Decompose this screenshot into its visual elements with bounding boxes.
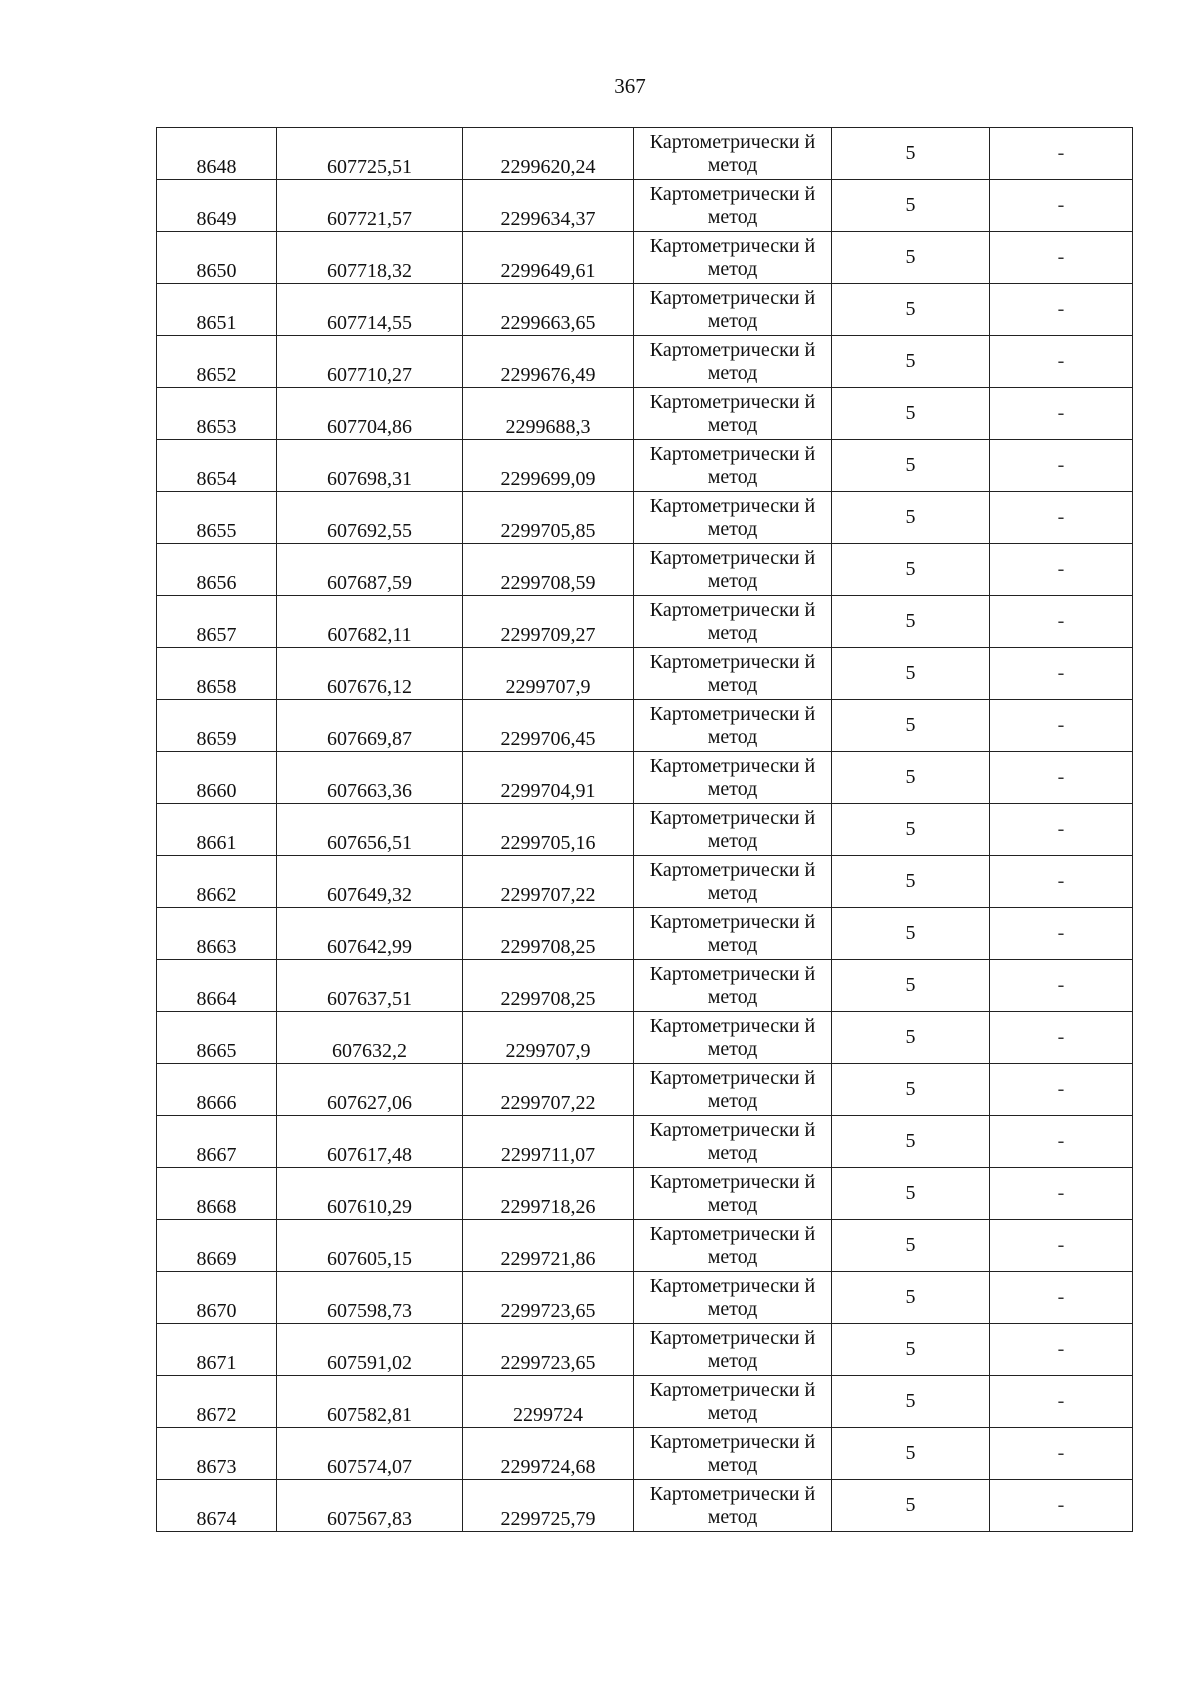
note-cell: - (990, 1064, 1133, 1116)
method-cell: Картометрически й метод (634, 492, 832, 544)
point-number-cell: 8664 (157, 960, 277, 1012)
table-row (157, 388, 1133, 440)
accuracy-cell: 5 (832, 752, 990, 804)
table-row (157, 700, 1133, 752)
method-cell: Картометрически й метод (634, 908, 832, 960)
accuracy-cell: 5 (832, 1324, 990, 1376)
y-coordinate-cell: 2299707,9 (463, 1012, 634, 1064)
table-row (157, 336, 1133, 388)
accuracy-cell: 5 (832, 596, 990, 648)
x-coordinate-cell: 607656,51 (277, 804, 463, 856)
method-cell: Картометрически й метод (634, 440, 832, 492)
point-number-cell: 8666 (157, 1064, 277, 1116)
y-coordinate-cell: 2299718,26 (463, 1168, 634, 1220)
accuracy-cell: 5 (832, 388, 990, 440)
y-coordinate-cell: 2299706,45 (463, 700, 634, 752)
y-coordinate-cell: 2299705,85 (463, 492, 634, 544)
table-row (157, 648, 1133, 700)
method-cell: Картометрически й метод (634, 128, 832, 180)
y-coordinate-cell: 2299709,27 (463, 596, 634, 648)
method-cell: Картометрически й метод (634, 388, 832, 440)
method-cell: Картометрически й метод (634, 232, 832, 284)
point-number-cell: 8671 (157, 1324, 277, 1376)
y-coordinate-cell: 2299724 (463, 1376, 634, 1428)
point-number-cell: 8657 (157, 596, 277, 648)
point-number-cell: 8653 (157, 388, 277, 440)
table-row (157, 1012, 1133, 1064)
method-cell: Картометрически й метод (634, 1376, 832, 1428)
y-coordinate-cell: 2299649,61 (463, 232, 634, 284)
method-cell: Картометрически й метод (634, 1428, 832, 1480)
method-cell: Картометрически й метод (634, 1324, 832, 1376)
table-body (157, 128, 1133, 1532)
method-cell: Картометрически й метод (634, 700, 832, 752)
point-number-cell: 8655 (157, 492, 277, 544)
note-cell: - (990, 1480, 1133, 1532)
accuracy-cell: 5 (832, 544, 990, 596)
method-cell: Картометрически й метод (634, 1116, 832, 1168)
x-coordinate-cell: 607682,11 (277, 596, 463, 648)
note-cell: - (990, 1012, 1133, 1064)
note-cell: - (990, 1168, 1133, 1220)
x-coordinate-cell: 607642,99 (277, 908, 463, 960)
note-cell: - (990, 596, 1133, 648)
method-cell: Картометрически й метод (634, 804, 832, 856)
note-cell: - (990, 856, 1133, 908)
x-coordinate-cell: 607663,36 (277, 752, 463, 804)
table-row (157, 908, 1133, 960)
y-coordinate-cell: 2299725,79 (463, 1480, 634, 1532)
x-coordinate-cell: 607605,15 (277, 1220, 463, 1272)
table-row (157, 804, 1133, 856)
accuracy-cell: 5 (832, 1220, 990, 1272)
point-number-cell: 8658 (157, 648, 277, 700)
point-number-cell: 8651 (157, 284, 277, 336)
table-row (157, 544, 1133, 596)
method-cell: Картометрически й метод (634, 284, 832, 336)
point-number-cell: 8673 (157, 1428, 277, 1480)
table-row (157, 1324, 1133, 1376)
note-cell: - (990, 1324, 1133, 1376)
x-coordinate-cell: 607718,32 (277, 232, 463, 284)
x-coordinate-cell: 607567,83 (277, 1480, 463, 1532)
accuracy-cell: 5 (832, 128, 990, 180)
method-cell: Картометрически й метод (634, 544, 832, 596)
x-coordinate-cell: 607676,12 (277, 648, 463, 700)
table-row (157, 180, 1133, 232)
y-coordinate-cell: 2299708,25 (463, 908, 634, 960)
y-coordinate-cell: 2299705,16 (463, 804, 634, 856)
x-coordinate-cell: 607698,31 (277, 440, 463, 492)
table-row (157, 1168, 1133, 1220)
method-cell: Картометрически й метод (634, 1272, 832, 1324)
table-row (157, 752, 1133, 804)
point-number-cell: 8668 (157, 1168, 277, 1220)
accuracy-cell: 5 (832, 1064, 990, 1116)
table-row (157, 596, 1133, 648)
method-cell: Картометрически й метод (634, 856, 832, 908)
accuracy-cell: 5 (832, 960, 990, 1012)
x-coordinate-cell: 607610,29 (277, 1168, 463, 1220)
table-row (157, 856, 1133, 908)
y-coordinate-cell: 2299676,49 (463, 336, 634, 388)
note-cell: - (990, 180, 1133, 232)
note-cell: - (990, 700, 1133, 752)
table-row (157, 284, 1133, 336)
accuracy-cell: 5 (832, 1012, 990, 1064)
table-row (157, 492, 1133, 544)
y-coordinate-cell: 2299707,9 (463, 648, 634, 700)
point-number-cell: 8654 (157, 440, 277, 492)
accuracy-cell: 5 (832, 440, 990, 492)
table-row (157, 128, 1133, 180)
table-row (157, 1480, 1133, 1532)
note-cell: - (990, 1220, 1133, 1272)
accuracy-cell: 5 (832, 1480, 990, 1532)
y-coordinate-cell: 2299620,24 (463, 128, 634, 180)
y-coordinate-cell: 2299708,25 (463, 960, 634, 1012)
table-row (157, 1376, 1133, 1428)
note-cell: - (990, 232, 1133, 284)
point-number-cell: 8656 (157, 544, 277, 596)
point-number-cell: 8667 (157, 1116, 277, 1168)
y-coordinate-cell: 2299707,22 (463, 856, 634, 908)
note-cell: - (990, 804, 1133, 856)
x-coordinate-cell: 607704,86 (277, 388, 463, 440)
table-row (157, 1272, 1133, 1324)
accuracy-cell: 5 (832, 1168, 990, 1220)
note-cell: - (990, 440, 1133, 492)
x-coordinate-cell: 607582,81 (277, 1376, 463, 1428)
x-coordinate-cell: 607591,02 (277, 1324, 463, 1376)
x-coordinate-cell: 607649,32 (277, 856, 463, 908)
method-cell: Картометрически й метод (634, 1012, 832, 1064)
y-coordinate-cell: 2299704,91 (463, 752, 634, 804)
note-cell: - (990, 752, 1133, 804)
method-cell: Картометрически й метод (634, 752, 832, 804)
note-cell: - (990, 648, 1133, 700)
method-cell: Картометрически й метод (634, 180, 832, 232)
note-cell: - (990, 1116, 1133, 1168)
x-coordinate-cell: 607617,48 (277, 1116, 463, 1168)
x-coordinate-cell: 607714,55 (277, 284, 463, 336)
point-number-cell: 8648 (157, 128, 277, 180)
accuracy-cell: 5 (832, 1376, 990, 1428)
x-coordinate-cell: 607725,51 (277, 128, 463, 180)
accuracy-cell: 5 (832, 1272, 990, 1324)
note-cell: - (990, 908, 1133, 960)
accuracy-cell: 5 (832, 232, 990, 284)
y-coordinate-cell: 2299688,3 (463, 388, 634, 440)
y-coordinate-cell: 2299721,86 (463, 1220, 634, 1272)
table-row (157, 232, 1133, 284)
method-cell: Картометрически й метод (634, 596, 832, 648)
table-row (157, 1116, 1133, 1168)
method-cell: Картометрически й метод (634, 1480, 832, 1532)
accuracy-cell: 5 (832, 908, 990, 960)
y-coordinate-cell: 2299708,59 (463, 544, 634, 596)
y-coordinate-cell: 2299634,37 (463, 180, 634, 232)
x-coordinate-cell: 607721,57 (277, 180, 463, 232)
point-number-cell: 8674 (157, 1480, 277, 1532)
point-number-cell: 8669 (157, 1220, 277, 1272)
accuracy-cell: 5 (832, 1428, 990, 1480)
point-number-cell: 8661 (157, 804, 277, 856)
coordinates-table (156, 127, 1133, 1532)
x-coordinate-cell: 607598,73 (277, 1272, 463, 1324)
table-row (157, 1064, 1133, 1116)
method-cell: Картометрически й метод (634, 1064, 832, 1116)
y-coordinate-cell: 2299711,07 (463, 1116, 634, 1168)
point-number-cell: 8663 (157, 908, 277, 960)
accuracy-cell: 5 (832, 284, 990, 336)
y-coordinate-cell: 2299707,22 (463, 1064, 634, 1116)
x-coordinate-cell: 607574,07 (277, 1428, 463, 1480)
y-coordinate-cell: 2299723,65 (463, 1272, 634, 1324)
point-number-cell: 8665 (157, 1012, 277, 1064)
method-cell: Картометрически й метод (634, 648, 832, 700)
y-coordinate-cell: 2299724,68 (463, 1428, 634, 1480)
table-row (157, 960, 1133, 1012)
accuracy-cell: 5 (832, 700, 990, 752)
accuracy-cell: 5 (832, 1116, 990, 1168)
accuracy-cell: 5 (832, 336, 990, 388)
point-number-cell: 8660 (157, 752, 277, 804)
x-coordinate-cell: 607637,51 (277, 960, 463, 1012)
accuracy-cell: 5 (832, 648, 990, 700)
y-coordinate-cell: 2299723,65 (463, 1324, 634, 1376)
x-coordinate-cell: 607710,27 (277, 336, 463, 388)
note-cell: - (990, 388, 1133, 440)
x-coordinate-cell: 607632,2 (277, 1012, 463, 1064)
y-coordinate-cell: 2299663,65 (463, 284, 634, 336)
method-cell: Картометрически й метод (634, 960, 832, 1012)
point-number-cell: 8672 (157, 1376, 277, 1428)
point-number-cell: 8650 (157, 232, 277, 284)
note-cell: - (990, 336, 1133, 388)
note-cell: - (990, 960, 1133, 1012)
accuracy-cell: 5 (832, 180, 990, 232)
point-number-cell: 8652 (157, 336, 277, 388)
accuracy-cell: 5 (832, 856, 990, 908)
accuracy-cell: 5 (832, 804, 990, 856)
point-number-cell: 8662 (157, 856, 277, 908)
x-coordinate-cell: 607692,55 (277, 492, 463, 544)
point-number-cell: 8649 (157, 180, 277, 232)
x-coordinate-cell: 607627,06 (277, 1064, 463, 1116)
table-row (157, 1220, 1133, 1272)
note-cell: - (990, 1428, 1133, 1480)
accuracy-cell: 5 (832, 492, 990, 544)
note-cell: - (990, 128, 1133, 180)
note-cell: - (990, 544, 1133, 596)
x-coordinate-cell: 607687,59 (277, 544, 463, 596)
table-row (157, 1428, 1133, 1480)
point-number-cell: 8670 (157, 1272, 277, 1324)
method-cell: Картометрически й метод (634, 336, 832, 388)
table-row (157, 440, 1133, 492)
note-cell: - (990, 1376, 1133, 1428)
method-cell: Картометрически й метод (634, 1168, 832, 1220)
page-number: 367 (614, 74, 646, 98)
method-cell: Картометрически й метод (634, 1220, 832, 1272)
x-coordinate-cell: 607669,87 (277, 700, 463, 752)
note-cell: - (990, 284, 1133, 336)
note-cell: - (990, 492, 1133, 544)
y-coordinate-cell: 2299699,09 (463, 440, 634, 492)
note-cell: - (990, 1272, 1133, 1324)
point-number-cell: 8659 (157, 700, 277, 752)
